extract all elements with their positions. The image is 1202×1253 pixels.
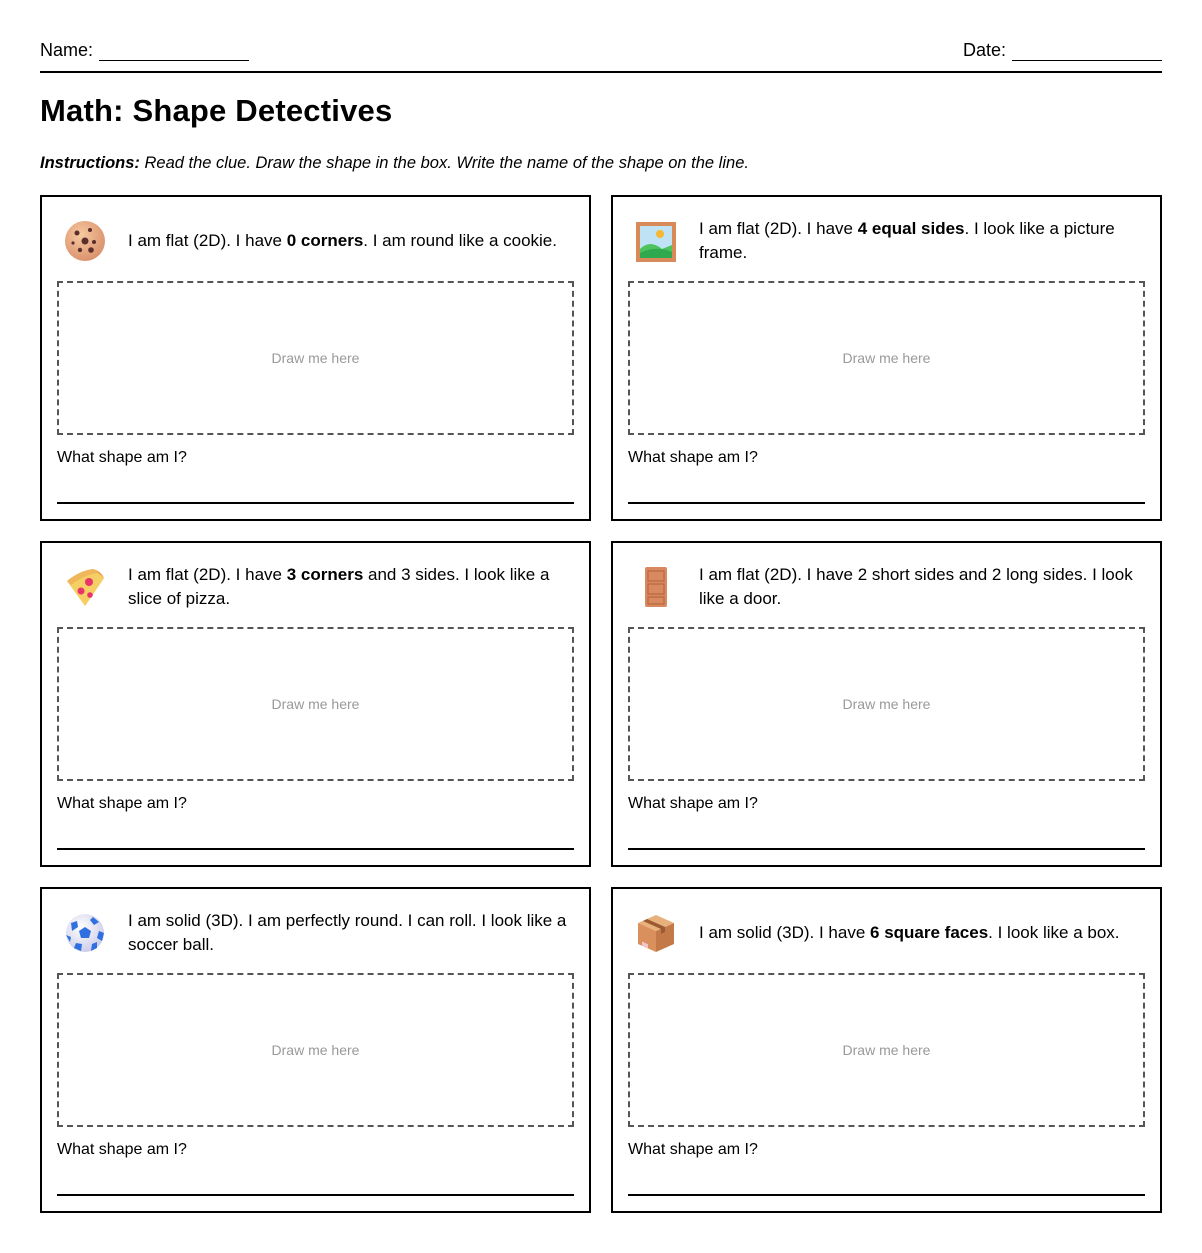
drawing-area[interactable] xyxy=(628,973,1145,1127)
instructions xyxy=(40,154,749,173)
question-label: What shape am I? xyxy=(628,449,758,466)
door-icon xyxy=(629,562,683,612)
shape-card xyxy=(40,887,591,1213)
drawing-area[interactable] xyxy=(57,627,574,781)
name-blank-line[interactable] xyxy=(99,43,249,61)
answer-line[interactable] xyxy=(628,1194,1145,1196)
soccer-ball-icon xyxy=(58,908,112,958)
clue-text xyxy=(699,563,1146,611)
clue-text-post: . I look like a box. xyxy=(988,923,1120,942)
clue-row xyxy=(58,559,575,615)
package-box-icon xyxy=(629,908,683,958)
shape-card xyxy=(611,195,1162,521)
clue-text-pre: I am solid (3D). I have xyxy=(699,923,871,942)
clue-row xyxy=(629,559,1146,615)
date-label: Date: xyxy=(962,40,1006,60)
instructions-label: Instructions: xyxy=(40,154,140,172)
clue-text-post: . I look like a picture frame. xyxy=(699,219,1115,262)
draw-placeholder: Draw me here xyxy=(271,696,360,712)
clue-text xyxy=(128,229,557,253)
name-label: Name: xyxy=(40,40,94,60)
name-field xyxy=(40,40,249,61)
clue-row xyxy=(58,905,575,961)
question-label: What shape am I? xyxy=(628,1141,758,1158)
date-blank-line[interactable] xyxy=(1012,43,1162,61)
draw-placeholder: Draw me here xyxy=(271,1042,360,1058)
cookie-icon xyxy=(58,216,112,266)
clue-row xyxy=(629,213,1146,269)
clue-text-pre: I am solid (3D). I am perfectly round. I can roll. I look like a soccer ball. xyxy=(128,911,567,954)
clue-text xyxy=(699,921,1120,945)
question-label: What shape am I? xyxy=(57,449,187,466)
clue-text-bold: 4 equal sides xyxy=(857,219,965,238)
clue-text-bold: 3 corners xyxy=(286,565,364,584)
shape-card xyxy=(611,541,1162,867)
draw-placeholder: Draw me here xyxy=(271,350,360,366)
question-label: What shape am I? xyxy=(57,1141,187,1158)
clue-text-bold: 0 corners xyxy=(286,231,364,250)
drawing-area[interactable] xyxy=(57,973,574,1127)
clue-text-pre: I am flat (2D). I have xyxy=(128,565,287,584)
pizza-icon xyxy=(58,562,112,612)
shape-card xyxy=(40,195,591,521)
clue-text-post: . I am round like a cookie. xyxy=(363,231,557,250)
question-label: What shape am I? xyxy=(57,795,187,812)
drawing-area[interactable] xyxy=(57,281,574,435)
clue-text-pre: I am flat (2D). I have xyxy=(699,219,858,238)
clue-text-pre: I am flat (2D). I have xyxy=(128,231,287,250)
clue-text xyxy=(128,563,575,611)
picture-frame-icon xyxy=(629,216,683,266)
draw-placeholder: Draw me here xyxy=(842,350,931,366)
shape-card xyxy=(611,887,1162,1213)
answer-line[interactable] xyxy=(628,502,1145,504)
answer-line[interactable] xyxy=(628,848,1145,850)
shape-card xyxy=(40,541,591,867)
clue-text-bold: 6 square faces xyxy=(870,923,989,942)
answer-line[interactable] xyxy=(57,848,574,850)
draw-placeholder: Draw me here xyxy=(842,696,931,712)
draw-placeholder: Draw me here xyxy=(842,1042,931,1058)
worksheet-header xyxy=(40,38,1162,73)
clue-text xyxy=(128,909,575,957)
date-field xyxy=(963,40,1162,61)
clue-text xyxy=(699,217,1146,265)
answer-line[interactable] xyxy=(57,1194,574,1196)
page-title: Math: Shape Detectives xyxy=(40,93,393,128)
clue-text-pre: I am flat (2D). I have 2 short sides and 2 long sides. I look like a door. xyxy=(699,565,1133,608)
shape-card-grid xyxy=(40,195,1162,1213)
clue-row xyxy=(58,213,575,269)
question-label: What shape am I? xyxy=(628,795,758,812)
drawing-area[interactable] xyxy=(628,627,1145,781)
drawing-area[interactable] xyxy=(628,281,1145,435)
clue-row xyxy=(629,905,1146,961)
answer-line[interactable] xyxy=(57,502,574,504)
clue-text-post: and 3 sides. I look like a slice of pizza. xyxy=(128,565,550,608)
instructions-text: Read the clue. Draw the shape in the box. Write the name of the shape on the line. xyxy=(139,154,749,172)
